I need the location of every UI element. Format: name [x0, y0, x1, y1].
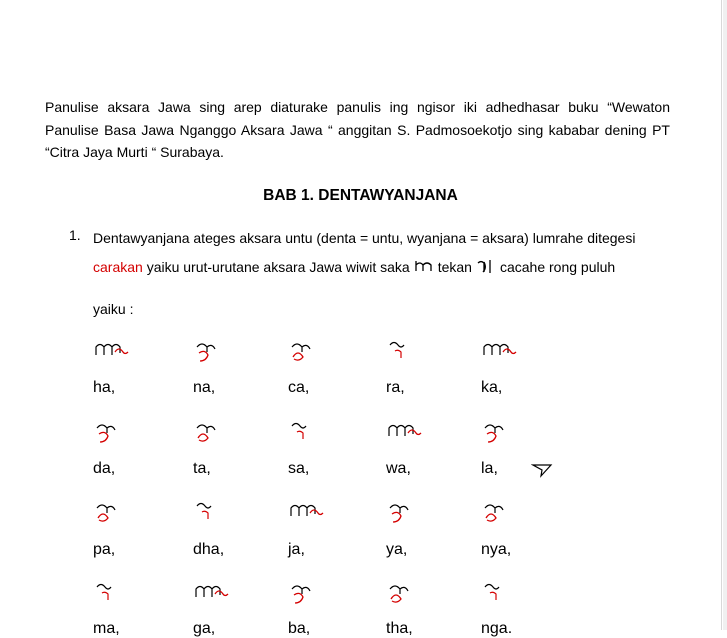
javanese-ra-icon — [386, 337, 446, 367]
syllable-label: ka, — [481, 379, 503, 396]
javanese-dha-icon — [193, 498, 253, 528]
javanese-ga-icon — [193, 579, 253, 609]
syllable-label: ha, — [93, 379, 116, 396]
javanese-ja-icon — [288, 498, 348, 528]
list-item-line-1: Dentawyanjana ateges aksara untu (denta = untu, wyanjana = aksara) lumrahe ditegesi — [93, 230, 636, 246]
syllable-label: ga, — [193, 620, 216, 637]
javanese-nga-inline-icon — [475, 257, 497, 277]
javanese-pa-icon — [93, 498, 153, 528]
line-2-text-b: tekan — [437, 259, 472, 275]
javanese-ka-icon — [481, 337, 541, 367]
javanese-wa-icon — [386, 418, 446, 448]
syllable-label: sa, — [288, 460, 310, 477]
javanese-nga-icon — [481, 579, 541, 609]
list-item-number: 1. — [69, 227, 81, 243]
syllable-label: ra, — [386, 379, 405, 396]
javanese-ma-icon — [93, 579, 153, 609]
syllable-label: nga. — [481, 620, 513, 637]
javanese-nya-icon — [481, 498, 541, 528]
javanese-la-icon — [481, 418, 541, 448]
javanese-ca-icon — [288, 337, 348, 367]
syllable-label: ya, — [386, 541, 408, 558]
javanese-ba-icon — [288, 579, 348, 609]
javanese-ha-icon — [93, 337, 153, 367]
javanese-ta-icon — [193, 418, 253, 448]
page-edge — [723, 0, 727, 630]
syllable-label: ca, — [288, 379, 310, 396]
javanese-sa-icon — [288, 418, 348, 448]
line-2-text-c: cacahe rong puluh — [499, 259, 616, 275]
syllable-label: nya, — [481, 541, 512, 558]
syllable-label: pa, — [93, 541, 116, 558]
syllable-label: dha, — [193, 541, 225, 558]
intro-paragraph: Panulise aksara Jawa sing arep diaturake panulis ing ngisor iki adhedhasar buku “Wewaton Panulise Basa Jawa Nganggo Aksara Jawa “ anggitan S. Padmosoekotjo sing kababar dening PT “Citra Jaya Murti “ Surabaya. — [45, 99, 670, 160]
syllable-label: ta, — [193, 460, 211, 477]
syllable-label: la, — [481, 460, 498, 477]
javanese-tha-icon — [386, 579, 446, 609]
javanese-ya-icon — [386, 498, 446, 528]
javanese-da-icon — [93, 418, 153, 448]
yaiku-label: yaiku : — [93, 301, 134, 317]
syllable-label: da, — [93, 460, 116, 477]
javanese-na-icon — [193, 337, 253, 367]
syllable-label: ja, — [288, 541, 305, 558]
syllable-label: wa, — [386, 460, 411, 477]
line-2-text-a: yaiku urut-urutane aksara Jawa wiwit saka — [146, 259, 410, 275]
javanese-ha-inline-icon — [413, 257, 435, 277]
syllable-label: ba, — [288, 620, 311, 637]
syllable-label: tha, — [386, 620, 413, 637]
syllable-label: ma, — [93, 620, 120, 637]
pointer-cursor-icon — [531, 462, 553, 478]
chapter-heading: BAB 1. DENTAWYANJANA — [263, 187, 458, 204]
syllable-label: na, — [193, 379, 216, 396]
list-item-line-2 — [93, 257, 615, 277]
carakan-term: carakan — [93, 259, 143, 275]
